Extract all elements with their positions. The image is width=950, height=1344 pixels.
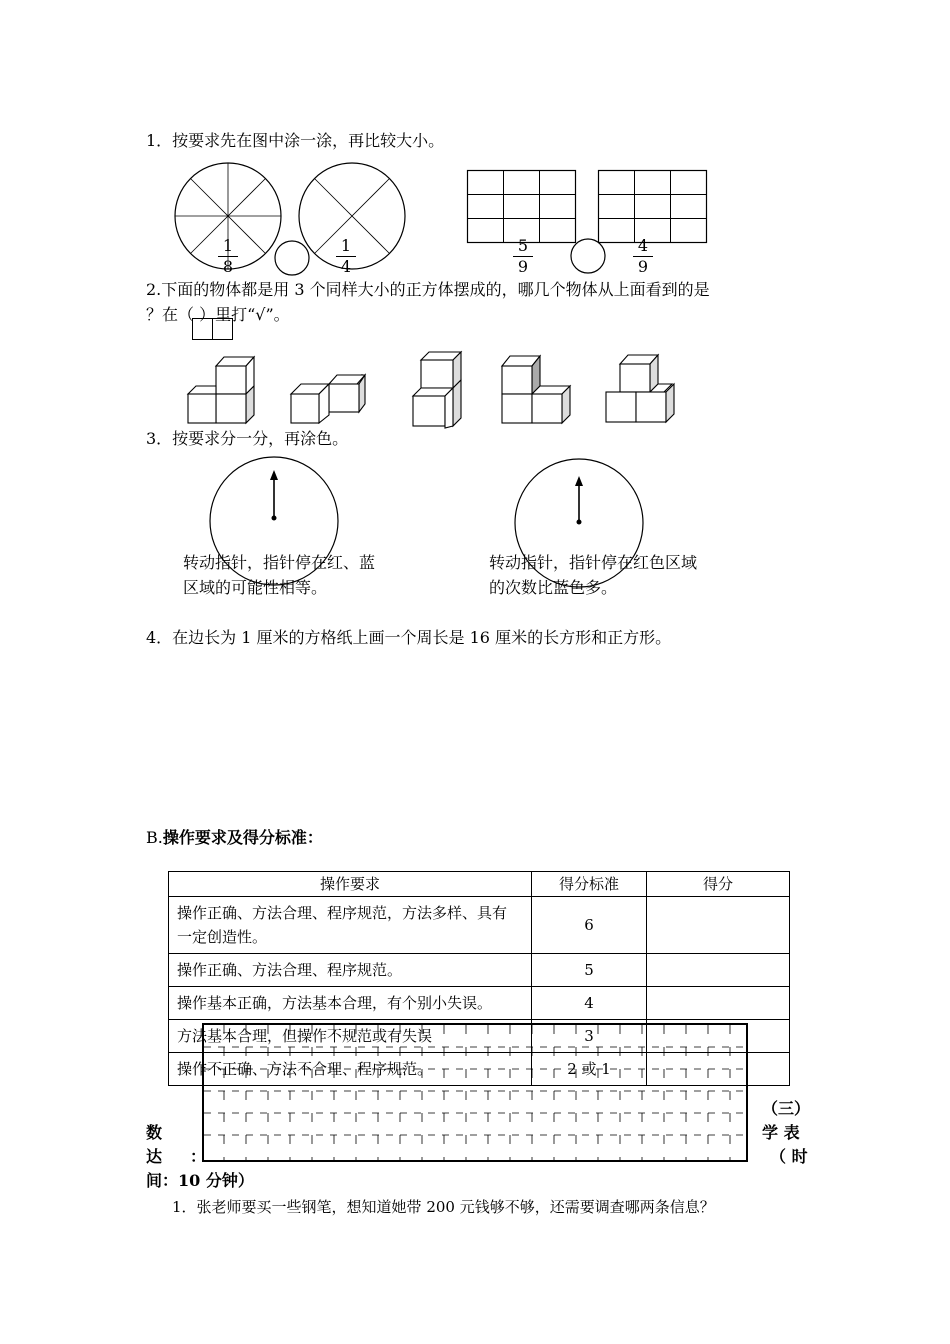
score-standard-cell: 6 [532,897,647,954]
fraction-5-9 [511,237,535,276]
score-standard-cell: 3 [532,1020,647,1053]
spinner2-caption-line2: 的次数比蓝色多。 [489,578,618,597]
fraction-4-9 [631,237,655,276]
header-score: 得分 [647,872,790,897]
q2-line2: ？在（ ）里打“√”。 [146,305,290,324]
grid-rectangle-left [467,170,577,244]
header-score-standard: 得分标准 [532,872,647,897]
fraction-denominator: 4 [340,257,352,276]
q4-text: 4．在边长为 1 厘米的方格纸上画一个周长是 16 厘米的长方形和正方形。 [146,628,672,647]
requirement-line1: 操作正确、方法合理、程序规范，方法多样、具有 [177,904,508,922]
fraction-numerator: 4 [637,236,649,255]
table-row [169,954,790,987]
compare-circle-1[interactable] [274,240,310,276]
requirement-cell [169,897,532,954]
fraction-denominator: 8 [222,257,234,276]
section3-colon: ： [190,1147,207,1166]
section-b-heading [146,825,323,848]
section3-time: 间：10 分钟） [146,1171,254,1190]
section3-right-line3: （ 时 [770,1147,808,1166]
requirement-line2: 一定创造性。 [177,928,268,946]
q1-text: 1．按要求先在图中涂一涂，再比较大小。 [146,131,445,150]
fraction-1-4 [334,237,358,276]
requirement-cell: 操作基本正确，方法基本合理，有个别小失误。 [169,987,532,1020]
score-standard-cell: 4 [532,987,647,1020]
score-cell[interactable] [647,987,790,1020]
section3-right-line2: 学 表 [762,1123,800,1142]
header-requirement: 操作要求 [169,872,532,897]
section3-left-line1: 数 [146,1123,163,1142]
fraction-numerator: 5 [517,236,529,255]
requirement-cell: 方法基本合理，但操作不规范或有失误 [169,1020,532,1053]
fraction-numerator: 1 [222,236,234,255]
table-row [169,897,790,954]
requirement-cell: 操作不正确、方法不合理、程序规范。 [169,1053,532,1086]
score-standard-cell: 5 [532,954,647,987]
score-standard-cell: 2 或 1 [532,1053,647,1086]
fraction-denominator: 9 [517,257,529,276]
fraction-1-8 [216,237,240,276]
cube-figure-3 [411,350,467,430]
score-cell[interactable] [647,954,790,987]
requirement-cell: 操作正确、方法合理、程序规范。 [169,954,532,987]
spinner2-caption-line1: 转动指针，指针停在红色区域 [489,553,698,572]
table-row [169,987,790,1020]
cube-figure-1 [186,354,260,426]
cube-figure-4 [500,352,574,426]
top-view-two-squares [192,318,236,342]
cube-figure-2 [289,372,369,426]
spinner1-caption-line2: 区域的可能性相等。 [183,578,328,597]
section3-right-line1: （三） [762,1099,811,1118]
fraction-numerator: 1 [340,236,352,255]
compare-circle-2[interactable] [570,238,606,274]
section-b-prefix: B. [146,828,163,847]
fraction-denominator: 9 [637,257,649,276]
cube-figure-5 [604,352,678,426]
table-header-row [169,872,790,897]
q3-text: 3．按要求分一分，再涂色。 [146,429,349,448]
q-last-text: 1．张老师要买一些钢笔，想知道她带 200 元钱够不够，还需要调查哪两条信息？ [172,1198,715,1216]
spinner1-caption-line1: 转动指针，指针停在红、蓝 [183,553,376,572]
score-cell[interactable] [647,897,790,954]
writing-grid-box [202,1023,748,1163]
section3-left-line2: 达 [146,1147,163,1166]
q2-line1: 2.下面的物体都是用 3 个同样大小的正方体摆成的，哪几个物体从上面看到的是 [146,280,710,299]
section-b-title: 操作要求及得分标准： [162,828,323,847]
grid-rectangle-right [598,170,708,244]
